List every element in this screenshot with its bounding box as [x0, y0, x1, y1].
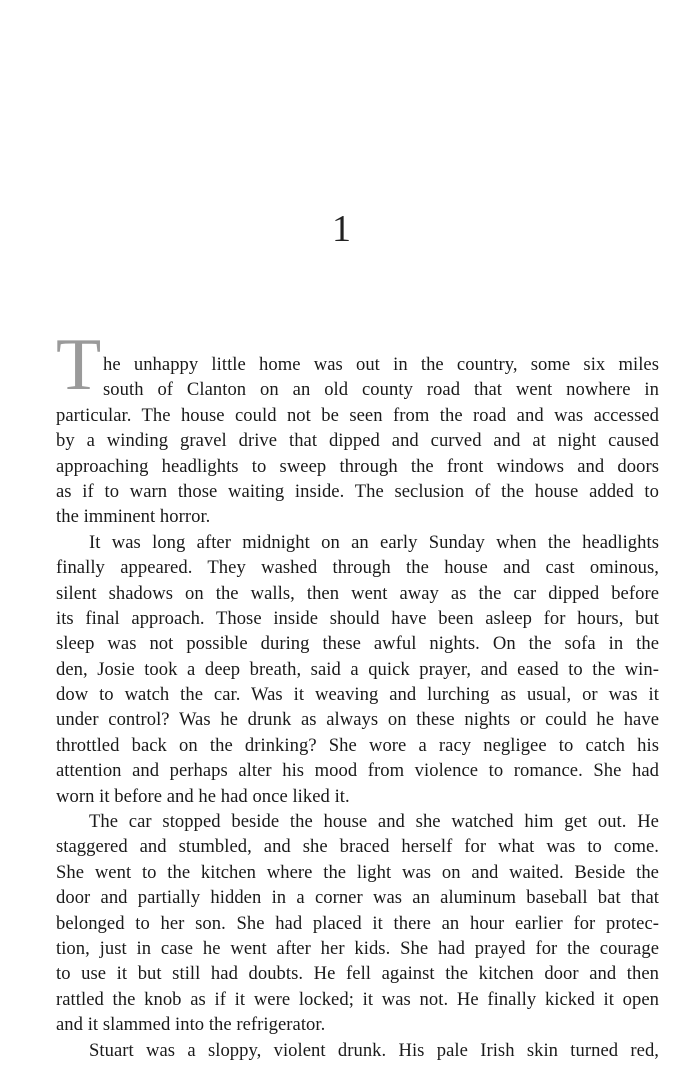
text-line: silent shadows on the walls, then went away as the car dipped before — [56, 582, 659, 604]
text-line: and it slammed into the refrigerator. — [56, 1014, 326, 1036]
chapter-number: 1 — [332, 208, 351, 250]
paragraph-3 — [56, 809, 659, 1038]
text-line: worn it before and he had once liked it. — [56, 785, 350, 807]
text-line: The car stopped beside the house and she watched him get out. He — [89, 811, 659, 833]
text-line: finally appeared. They washed through the house and cast ominous, — [56, 557, 659, 579]
text-line: door and partially hidden in a corner was an aluminum baseball bat that — [56, 887, 659, 909]
paragraph-1 — [56, 324, 659, 530]
text-line: the imminent horror. — [56, 506, 211, 528]
text-line: den, Josie took a deep breath, said a quick prayer, and eased to the win- — [56, 658, 659, 680]
drop-cap: T — [56, 324, 102, 406]
text-line: to use it but still had doubts. He fell against the kitchen door and then — [56, 963, 659, 985]
text-line: throttled back on the drinking? She wore a racy negligee to catch his — [56, 734, 659, 756]
text-line: south of Clanton on an old county road that went nowhere in — [103, 379, 659, 401]
text-line: particular. The house could not be seen from the road and was accessed — [56, 404, 659, 426]
text-line: She went to the kitchen where the light was on and waited. Beside the — [56, 861, 659, 883]
text-line: It was long after midnight on an early Sunday when the headlights — [89, 531, 659, 553]
text-line: staggered and stumbled, and she braced herself for what was to come. — [56, 836, 659, 858]
paragraph-4 — [56, 1038, 659, 1063]
paragraph-2 — [56, 530, 659, 809]
text-line: sleep was not possible during these awful nights. On the sofa in the — [56, 633, 659, 655]
text-line: belonged to her son. She had placed it there an hour earlier for protec- — [56, 912, 659, 934]
text-line: he unhappy little home was out in the country, some six miles — [103, 354, 659, 375]
text-line: dow to watch the car. Was it weaving and lurching as usual, or was it — [56, 684, 659, 706]
text-line: as if to warn those waiting inside. The seclusion of the house added to — [56, 480, 659, 502]
text-line: tion, just in case he went after her kids. She had prayed for the courage — [56, 937, 659, 959]
body-text — [56, 324, 659, 1063]
text-line: Stuart was a sloppy, violent drunk. His pale Irish skin turned red, — [89, 1039, 659, 1061]
text-line: by a winding gravel drive that dipped and curved and at night caused — [56, 430, 659, 452]
text-line: approaching headlights to sweep through the front windows and doors — [56, 455, 659, 477]
text-line: rattled the knob as if it were locked; it was not. He finally kicked it open — [56, 988, 659, 1010]
text-line: under control? Was he drunk as always on these nights or could he have — [56, 709, 659, 731]
text-line: attention and perhaps alter his mood from violence to romance. She had — [56, 760, 659, 782]
text-line: its final approach. Those inside should have been asleep for hours, but — [56, 607, 659, 629]
